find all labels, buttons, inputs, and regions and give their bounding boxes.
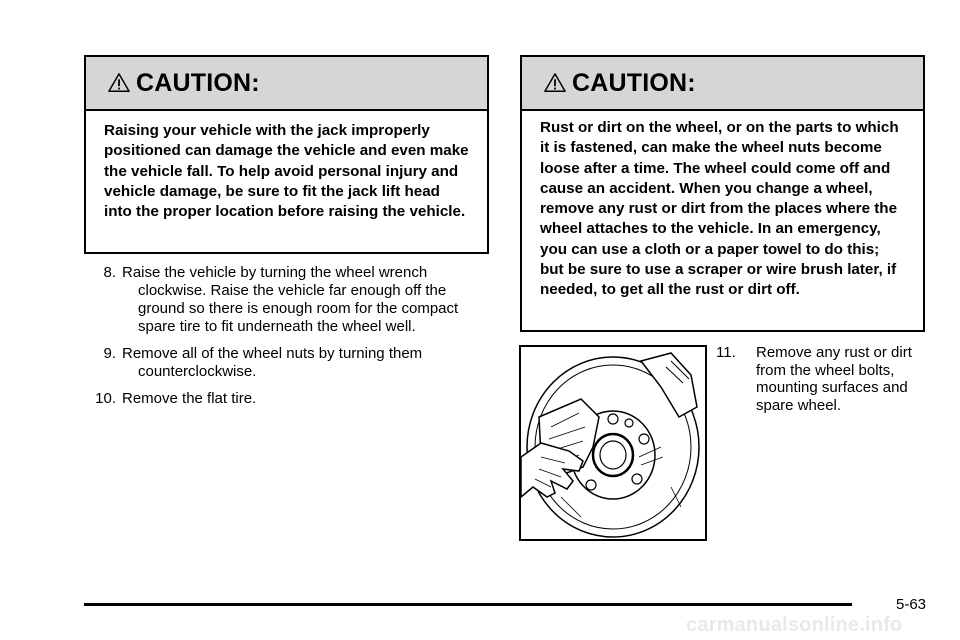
- page-number: 5-63: [896, 596, 927, 613]
- step-text: Remove the flat tire.: [122, 390, 257, 407]
- step-item: [716, 344, 936, 414]
- caution-header: [86, 57, 487, 111]
- hand-cleaning-hub-illustration: [521, 347, 705, 539]
- caution-title: CAUTION:: [572, 68, 696, 97]
- step-text: Remove all of the wheel nuts by turning them counterclockwise.: [122, 345, 423, 380]
- warning-triangle-icon: [544, 72, 566, 94]
- procedure-steps: [84, 264, 494, 417]
- step-text: Remove any rust or dirt from the wheel bolts, mounting surfaces and spare wheel.: [756, 344, 912, 414]
- watermark: carmanualsonline.info: [686, 614, 903, 636]
- caution-title: CAUTION:: [136, 68, 260, 97]
- step-item: [84, 345, 494, 381]
- step-number: 9.: [103, 345, 116, 362]
- caution-text: Rust or dirt on the wheel, or on the parts to which it is fastened, can make the wheel nuts become loose after a time. The wheel could come off and cause an accident. When you change a wheel, remove any rust or dirt from the places where the wheel attaches to the vehicle. In an emergency, you can use a cloth or a paper towel to do this; but be sure to use a scraper or wire brush later, if needed, to get all the rust or dirt off.: [540, 119, 899, 299]
- wheel-hub-illustration: [519, 345, 707, 541]
- step-item: [84, 390, 494, 408]
- step-item: [84, 264, 494, 336]
- warning-triangle-icon: [108, 72, 130, 94]
- caution-header: [522, 57, 923, 111]
- step-text: Raise the vehicle by turning the wheel wrench clockwise. Raise the vehicle far enough off the ground so there is enough room for the compact spare tire to fit underneath the wheel well.: [122, 264, 459, 335]
- caution-text: Raising your vehicle with the jack improperly positioned can damage the vehicle and even make the vehicle fall. To help avoid personal injury and vehicle damage, be sure to fit the jack lift head into the proper location before raising the vehicle.: [104, 122, 469, 221]
- caution-box-jack: [84, 55, 489, 254]
- caution-box-rust: [520, 55, 925, 332]
- step-number: 10.: [95, 390, 116, 407]
- step-number: 11.: [716, 344, 736, 361]
- footer-rule: [84, 603, 852, 606]
- step-number: 8.: [103, 264, 116, 281]
